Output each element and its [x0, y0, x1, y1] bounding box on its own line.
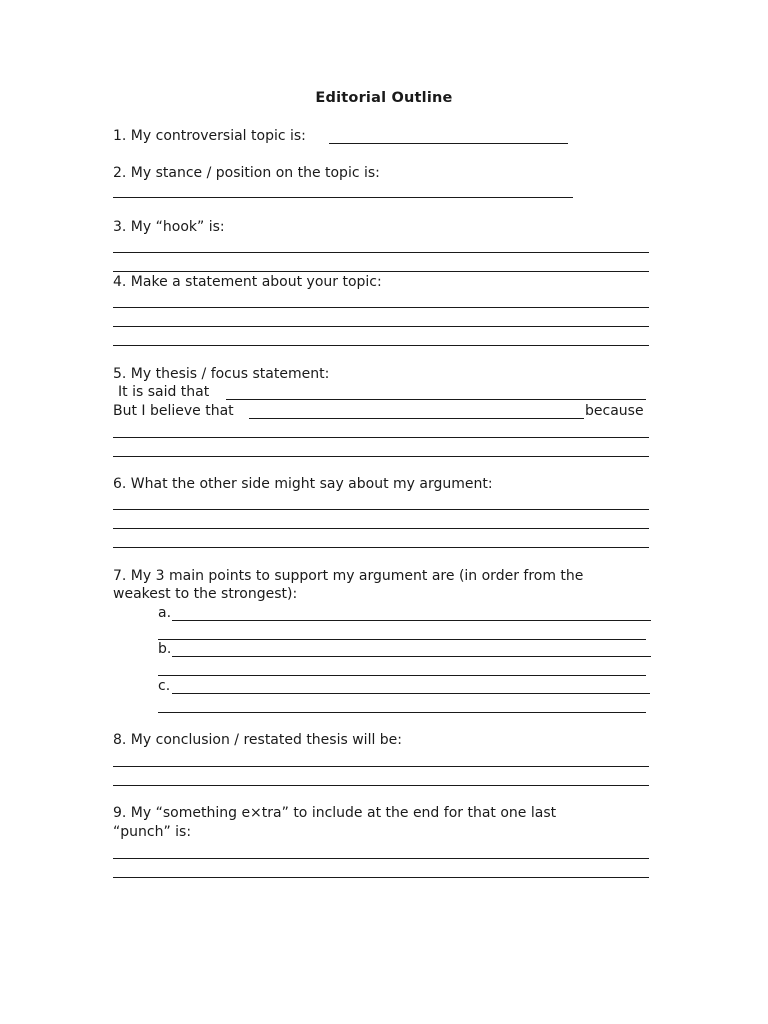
page-title: Editorial Outline: [315, 90, 453, 106]
question-7-label-line2: weakest to the strongest):: [113, 586, 298, 602]
answer-line-7c-2[interactable]: [158, 712, 646, 713]
question-5-label: 5. My thesis / focus statement:: [113, 366, 330, 382]
question-1-label: 1. My controversial topic is:: [113, 128, 306, 144]
answer-line-5-believe[interactable]: [249, 418, 584, 419]
question-7-label-line1: 7. My 3 main points to support my argument are (in order from the: [113, 568, 584, 584]
point-b-label: b.: [158, 641, 172, 657]
answer-line-7a-1[interactable]: [172, 620, 651, 621]
question-6-label: 6. What the other side might say about my argument:: [113, 476, 493, 492]
thesis-said-label: It is said that: [118, 384, 210, 400]
answer-line-3b[interactable]: [113, 271, 649, 272]
question-2-label: 2. My stance / position on the topic is:: [113, 165, 380, 181]
question-8-label: 8. My conclusion / restated thesis will be:: [113, 732, 403, 748]
answer-line-4a[interactable]: [113, 307, 649, 308]
thesis-believe-label: But I believe that: [113, 403, 234, 419]
answer-line-4c[interactable]: [113, 345, 649, 346]
answer-line-5b[interactable]: [113, 456, 649, 457]
point-c-label: c.: [158, 678, 171, 694]
answer-line-8a[interactable]: [113, 766, 649, 767]
thesis-because-label: because: [585, 403, 644, 419]
answer-line-2[interactable]: [113, 197, 573, 198]
question-4-label: 4. Make a statement about your topic:: [113, 274, 382, 290]
question-9-label-line2: “punch” is:: [113, 824, 192, 840]
answer-line-7b-2[interactable]: [158, 675, 646, 676]
answer-line-7c-1[interactable]: [172, 693, 650, 694]
answer-line-8b[interactable]: [113, 785, 649, 786]
answer-line-7b-1[interactable]: [172, 656, 651, 657]
answer-line-9b[interactable]: [113, 877, 649, 878]
answer-line-4b[interactable]: [113, 326, 649, 327]
point-a-label: a.: [158, 605, 172, 621]
question-3-label: 3. My “hook” is:: [113, 219, 225, 235]
answer-line-5a[interactable]: [113, 437, 649, 438]
answer-line-5-said[interactable]: [226, 399, 646, 400]
question-9-label-line1: 9. My “something e×tra” to include at the end for that one last: [113, 805, 557, 821]
answer-line-6b[interactable]: [113, 528, 649, 529]
answer-line-1[interactable]: [329, 143, 568, 144]
answer-line-3a[interactable]: [113, 252, 649, 253]
answer-line-6a[interactable]: [113, 509, 649, 510]
answer-line-9a[interactable]: [113, 858, 649, 859]
answer-line-6c[interactable]: [113, 547, 649, 548]
answer-line-7a-2[interactable]: [158, 639, 646, 640]
